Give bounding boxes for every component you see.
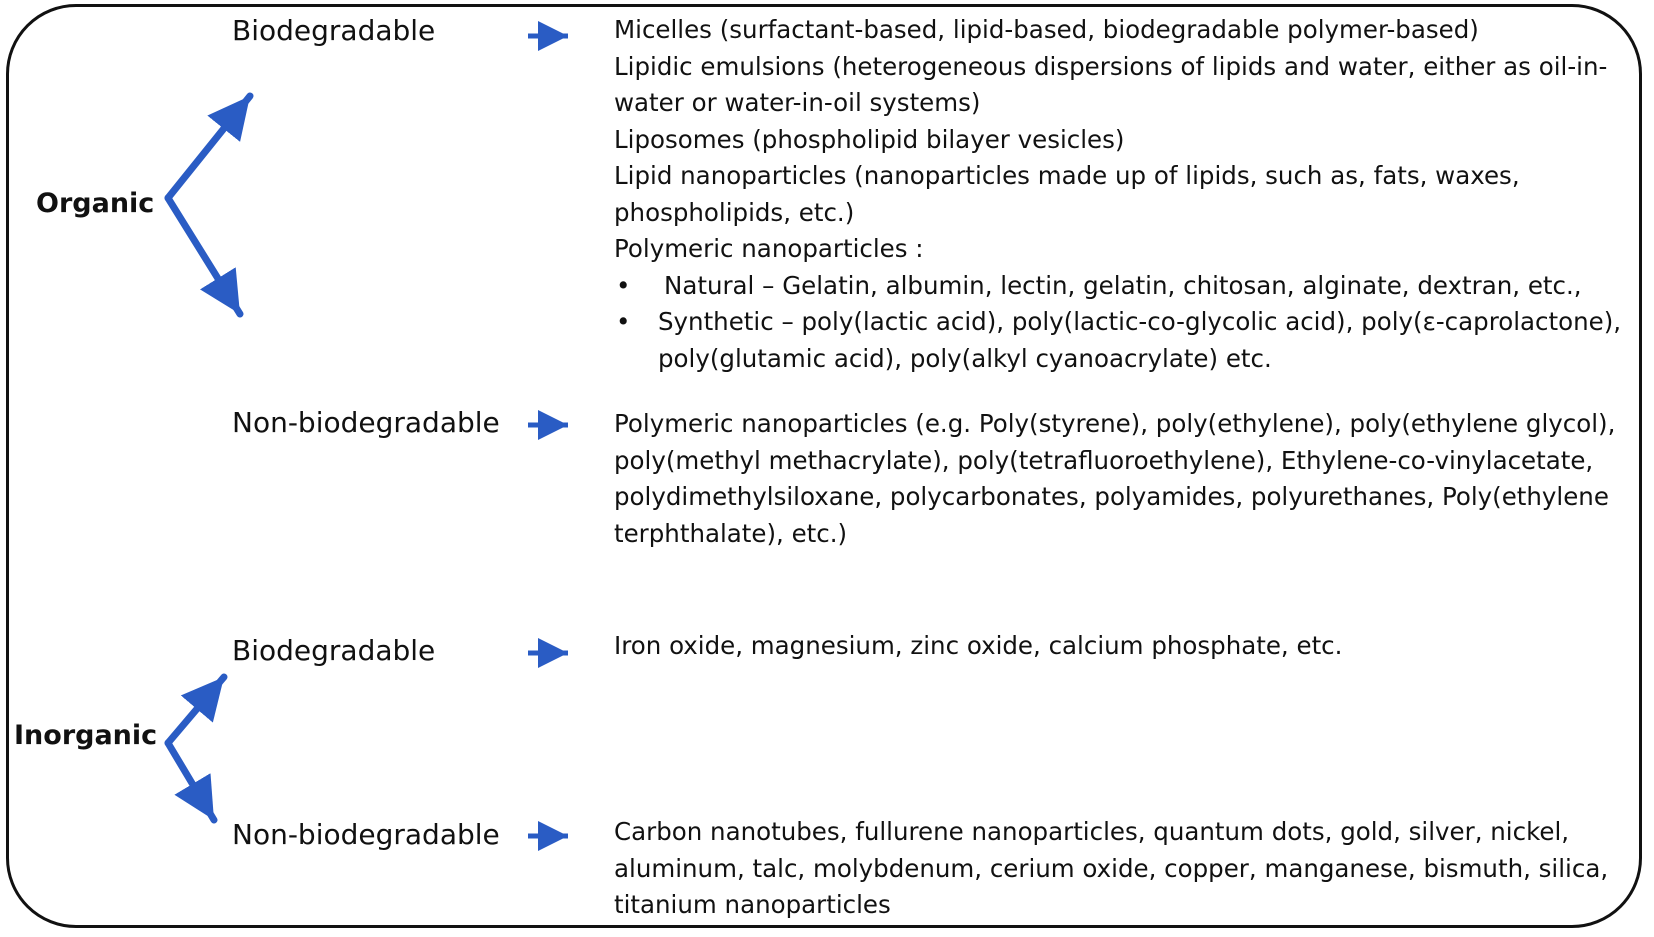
organic-up-arrow-icon — [168, 96, 250, 198]
description-line: phospholipids, etc.) — [614, 197, 855, 227]
inorganic-down-arrow-icon — [168, 743, 214, 820]
description-line: Carbon nanotubes, fullurene nanoparticles, quantum dots, gold, silver, nickel, — [614, 817, 1570, 846]
description-line: terphthalate), etc.) — [614, 518, 848, 548]
description-line: Polymeric nanoparticles (e.g. Poly(styrene), poly(ethylene), poly(ethylene glycol), — [614, 409, 1616, 438]
organic-biodegradable-label: Biodegradable — [232, 14, 436, 47]
inorganic-up-arrow-icon — [168, 677, 224, 743]
description-line: Lipidic emulsions (heterogeneous dispersions of lipids and water, either as oil-in- — [614, 51, 1608, 81]
bullet-synthetic — [614, 304, 1634, 341]
bullet-dot: • — [616, 307, 631, 336]
bullet-synthetic-text: Synthetic – poly(lactic acid), poly(lactic-co-glycolic acid), poly(ε-caprolactone), — [658, 307, 1622, 336]
description-line: titanium nanoparticles — [614, 890, 891, 919]
organic-non-biodegradable-label: Non-biodegradable — [232, 406, 500, 439]
description-line: poly(methyl methacrylate), poly(tetrafluoroethylene), Ethylene-co-vinylacetate, — [614, 445, 1594, 475]
description-line: Micelles (surfactant-based, lipid-based, biodegradable polymer-based) — [614, 15, 1479, 44]
description-line: water or water-in-oil systems) — [614, 88, 981, 117]
description-line: Liposomes (phospholipid bilayer vesicles) — [614, 124, 1125, 154]
description-line: Polymeric nanoparticles : — [614, 234, 924, 263]
description-line: polydimethylsiloxane, polycarbonates, polyamides, polyurethanes, Poly(ethylene — [614, 482, 1609, 511]
bullet-synthetic-continuation: poly(glutamic acid), poly(alkyl cyanoacrylate) etc. — [658, 343, 1272, 373]
inorganic-non-biodegradable-label: Non-biodegradable — [232, 818, 500, 851]
description-line: Iron oxide, magnesium, zinc oxide, calcium phosphate, etc. — [614, 631, 1343, 660]
organic-biodegradable-description — [614, 12, 1634, 377]
bullet-dot: • — [616, 270, 631, 300]
bullet-natural — [614, 268, 1634, 305]
organic-label: Organic — [36, 188, 155, 219]
inorganic-biodegradable-label: Biodegradable — [232, 634, 436, 667]
inorganic-non-biodegradable-description — [614, 814, 1634, 924]
organic-non-biodegradable-description — [614, 406, 1634, 552]
inorganic-label: Inorganic — [14, 720, 158, 751]
organic-down-arrow-icon — [168, 198, 240, 314]
description-line: Lipid nanoparticles (nanoparticles made up of lipids, such as, fats, waxes, — [614, 161, 1520, 190]
description-line: aluminum, talc, molybdenum, cerium oxide, copper, manganese, bismuth, silica, — [614, 853, 1609, 883]
bullet-natural-text: Natural – Gelatin, albumin, lectin, gelatin, chitosan, alginate, dextran, etc., — [664, 270, 1582, 300]
inorganic-biodegradable-description — [614, 628, 1634, 665]
